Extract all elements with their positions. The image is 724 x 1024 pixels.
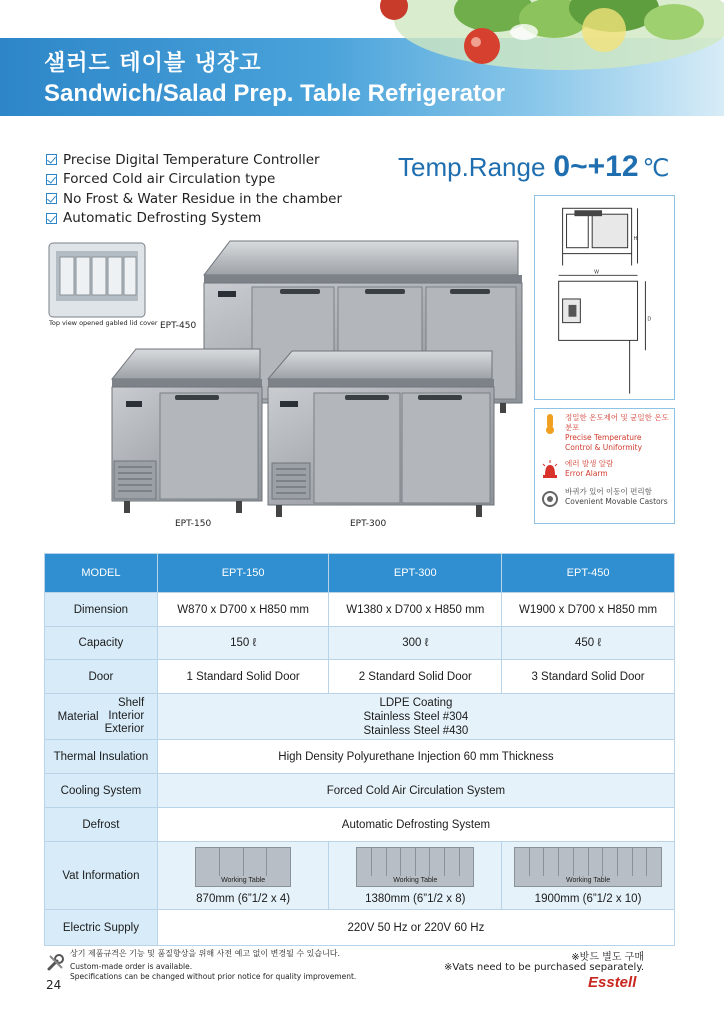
table-row	[45, 627, 675, 660]
vat-size: 1380mm (6”1/2 x 8)	[365, 892, 466, 905]
vat-cell-ept-300	[329, 842, 502, 910]
feature-item	[46, 209, 342, 229]
material-shelf-value: LDPE Coating	[379, 696, 453, 709]
feature-error-alarm	[541, 459, 670, 481]
table-row	[45, 740, 675, 774]
vat-compartment	[460, 848, 474, 876]
ept-150-unit	[112, 349, 262, 513]
vat-compartment	[574, 848, 589, 876]
table-cell: 450 ℓ	[502, 627, 675, 660]
right-panel	[534, 195, 675, 524]
thumbnail-caption: Top view opened gabled lid cover	[49, 319, 158, 327]
vat-note-ko: ※밧드 별도 구매	[571, 952, 644, 963]
checkbox-icon	[46, 174, 57, 185]
vat-compartment	[559, 848, 574, 876]
wrench-icon	[46, 952, 66, 972]
vat-compartment	[633, 848, 648, 876]
page-title: Sandwich/Salad Prep. Table Refrigerator	[44, 80, 506, 107]
feature-precise-temp-en: Precise Temperature Control & Uniformity	[565, 433, 643, 452]
table-cell: W1900 x D700 x H850 mm	[502, 593, 675, 627]
feature-item	[46, 189, 342, 209]
feature-item	[46, 150, 342, 170]
temp-range	[398, 150, 669, 184]
row-label-door: Door	[45, 660, 158, 694]
temp-range-value: 0~+12	[553, 150, 639, 183]
vat-note-en: ※Vats need to be purchased separately.	[444, 962, 644, 973]
vat-compartment	[401, 848, 416, 876]
row-label-insulation: Thermal Insulation	[45, 740, 158, 774]
row-label-electric: Electric Supply	[45, 910, 158, 946]
feature-icons-panel	[534, 408, 675, 524]
table-cell: 300 ℓ	[329, 627, 502, 660]
footer-notice-spec: Specifications can be changed without prior notice for quality improvement.	[70, 972, 357, 981]
table-cell: Automatic Defrosting System	[157, 808, 674, 842]
svg-text:D: D	[647, 316, 652, 323]
vat-working-label: Working Table	[221, 876, 266, 884]
vat-diagram	[514, 847, 662, 887]
vat-compartment	[357, 848, 372, 876]
feature-error-alarm-text	[565, 459, 613, 479]
feature-castors-ko: 바퀴가 있어 이동이 편리함	[565, 487, 652, 496]
table-row	[45, 593, 675, 627]
row-label-defrost: Defrost	[45, 808, 158, 842]
footer-notice-custom: Custom-made order is available.	[70, 962, 193, 971]
footer-notice-ko: 상기 제품규격은 기능 및 품질향상을 위해 사전 예고 없이 변경될 수 있습니다.	[70, 949, 341, 958]
table-cell: 1 Standard Solid Door	[157, 660, 329, 694]
material-sub-exterior: Exterior	[104, 723, 145, 735]
salad-image	[364, 0, 724, 78]
table-row	[45, 910, 675, 946]
vat-compartment	[589, 848, 604, 876]
header-ept-450: EPT-450	[502, 554, 675, 593]
page-title-korean: 샐러드 테이블 냉장고	[44, 51, 262, 76]
table-header-row	[45, 554, 675, 593]
vat-working-label: Working Table	[393, 876, 438, 884]
thermometer-icon	[541, 413, 559, 435]
vat-size: 1900mm (6”1/2 x 10)	[534, 892, 642, 905]
table-cell: W1380 x D700 x H850 mm	[329, 593, 502, 627]
model-label-ept-450: EPT-450	[160, 321, 197, 331]
vat-compartment	[196, 848, 220, 876]
row-label-cooling: Cooling System	[45, 774, 158, 808]
feature-castors-en: Covenient Movable Castors	[565, 497, 668, 506]
spec-table	[44, 553, 675, 946]
header-ept-300: EPT-300	[329, 554, 502, 593]
vat-compartment	[445, 848, 460, 876]
alarm-light-icon	[541, 459, 559, 481]
material-label: Material	[57, 710, 99, 723]
feature-error-alarm-ko: 에러 발생 알람	[565, 459, 614, 468]
row-label-capacity: Capacity	[45, 627, 158, 660]
vat-compartment	[603, 848, 618, 876]
material-sub-shelf: Shelf	[117, 697, 145, 709]
row-label-vat: Vat Information	[45, 842, 158, 910]
feature-text: No Frost & Water Residue in the chamber	[63, 190, 343, 207]
vat-compartment	[515, 848, 530, 876]
table-cell: W870 x D700 x H850 mm	[157, 593, 329, 627]
feature-precise-temp	[541, 413, 670, 453]
row-label-material	[45, 694, 158, 740]
header-ept-150: EPT-150	[157, 554, 329, 593]
feature-precise-temp-ko: 정밀한 온도제어 및 균일한 온도 분포	[565, 413, 669, 432]
material-values	[157, 694, 674, 740]
model-label-ept-150: EPT-150	[175, 519, 212, 529]
vat-compartment	[618, 848, 633, 876]
svg-text:H: H	[633, 235, 638, 242]
feature-item	[46, 170, 342, 190]
castor-wheel-icon	[541, 487, 559, 509]
material-sub-interior: Interior	[108, 710, 145, 722]
vat-compartment	[530, 848, 545, 876]
feature-error-alarm-en: Error Alarm	[565, 469, 608, 478]
table-cell: 3 Standard Solid Door	[502, 660, 675, 694]
temp-range-label: Temp.Range	[398, 152, 546, 182]
vat-compartment	[387, 848, 402, 876]
feature-text: Precise Digital Temperature Controller	[63, 151, 320, 168]
vat-cells	[515, 848, 661, 876]
vat-diagram	[356, 847, 474, 887]
table-row	[45, 774, 675, 808]
table-cell: 2 Standard Solid Door	[329, 660, 502, 694]
vat-cells	[196, 848, 290, 876]
table-row	[45, 660, 675, 694]
feature-list	[46, 150, 342, 228]
table-row	[45, 842, 675, 910]
vat-cell-ept-450	[502, 842, 675, 910]
vat-compartment	[647, 848, 661, 876]
checkbox-icon	[46, 193, 57, 204]
vat-working-label: Working Table	[565, 876, 611, 884]
header-model: MODEL	[45, 554, 158, 593]
table-row	[45, 808, 675, 842]
row-label-dimension: Dimension	[45, 593, 158, 627]
table-cell: 150 ℓ	[157, 627, 329, 660]
svg-text:W: W	[594, 269, 600, 276]
vat-compartment	[220, 848, 244, 876]
material-label-group	[45, 697, 157, 736]
feature-text: Automatic Defrosting System	[63, 210, 262, 227]
feature-castors-text	[565, 487, 668, 507]
ept-300-unit	[268, 351, 494, 517]
vat-compartment	[416, 848, 431, 876]
page-number: 24	[46, 978, 62, 992]
feature-precise-temp-text	[565, 413, 670, 453]
vat-compartment	[372, 848, 387, 876]
dimension-drawing	[534, 195, 675, 400]
checkbox-icon	[46, 154, 57, 165]
checkbox-icon	[46, 213, 57, 224]
top-view-thumbnail	[49, 243, 145, 317]
table-cell: 220V 50 Hz or 220V 60 Hz	[157, 910, 674, 946]
product-illustration	[40, 235, 530, 535]
model-label-ept-300: EPT-300	[350, 519, 387, 529]
table-cell: High Density Polyurethane Injection 60 mm Thickness	[157, 740, 674, 774]
brand-logo: Esstell	[588, 974, 637, 991]
vat-cells	[357, 848, 473, 876]
vat-size: 870mm (6”1/2 x 4)	[196, 892, 291, 905]
feature-text: Forced Cold air Circulation type	[63, 171, 276, 188]
table-cell: Forced Cold Air Circulation System	[157, 774, 674, 808]
temp-range-unit: ℃	[642, 155, 670, 182]
vat-compartment	[267, 848, 290, 876]
vat-compartment	[544, 848, 559, 876]
vat-cell-ept-150	[157, 842, 329, 910]
header-banner	[0, 0, 724, 120]
vat-compartment	[244, 848, 268, 876]
material-sub-labels	[105, 697, 145, 736]
feature-castors	[541, 487, 670, 509]
material-exterior-value: Stainless Steel #430	[363, 724, 469, 737]
material-interior-value: Stainless Steel #304	[363, 710, 469, 723]
table-row	[45, 694, 675, 740]
vat-compartment	[430, 848, 445, 876]
vat-diagram	[195, 847, 291, 887]
